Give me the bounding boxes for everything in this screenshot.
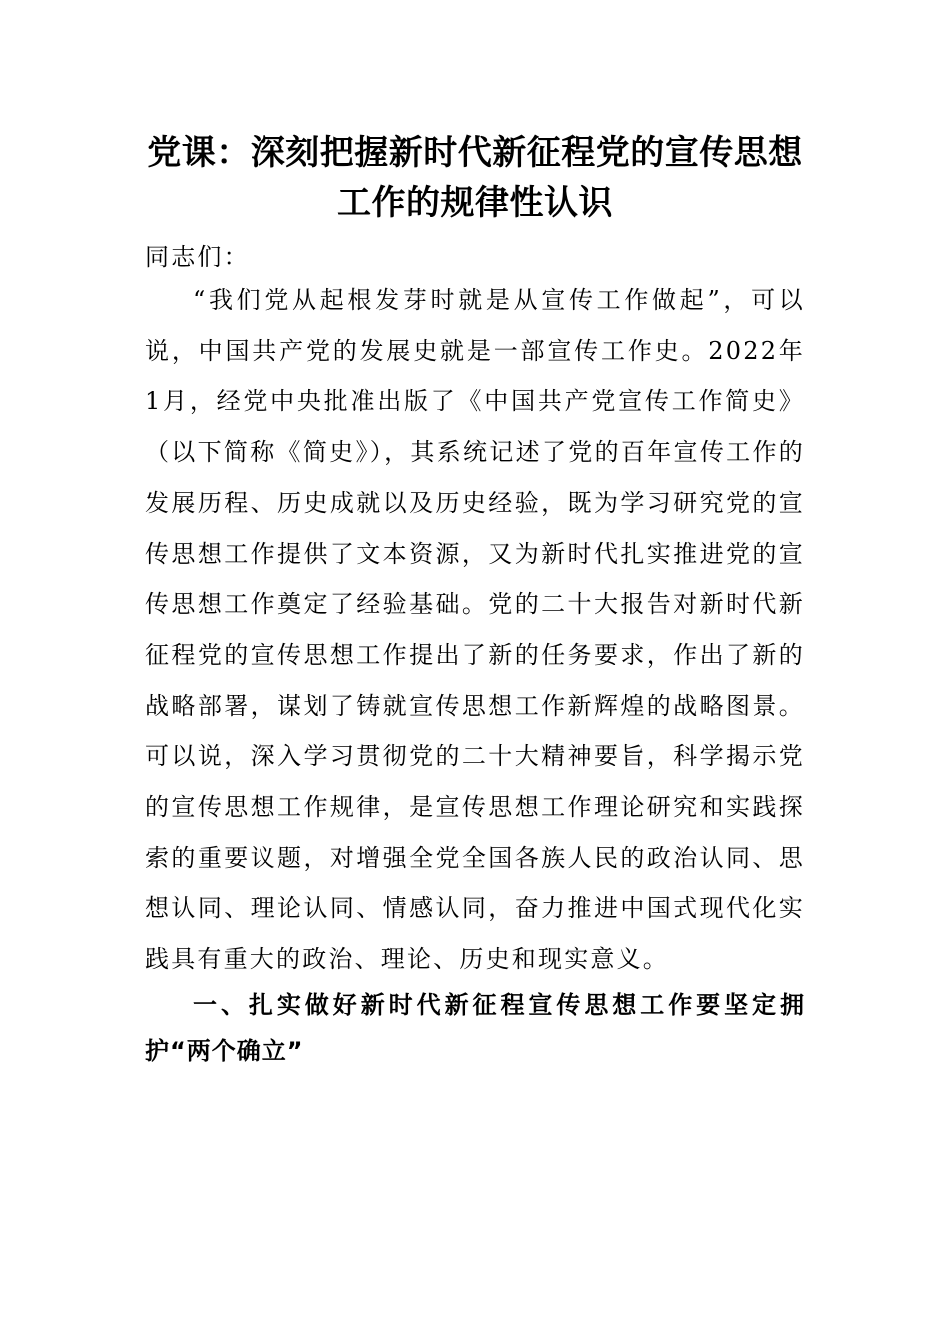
section-heading: 一、扎实做好新时代新征程宣传思想工作要坚定拥护“两个确立”: [145, 991, 805, 1065]
body-paragraph: “我们党从起根发芽时就是从宣传工作做起”，可以说，中国共产党的发展史就是一部宣传工作史。2022年1月，经党中央批准出版了《中国共产党宣传工作简史》（以下简称《简史》），其系统记述了党的百年宣传工作的发展历程、历史成就以及历史经验，既为学习研究党的宣传思想工作提供了文本资源，又为新时代扎实推进党的宣传思想工作奠定了经验基础。党的二十大报告对新时代新征程党的宣传思想工作提出了新的任务要求，作出了新的战略部署，谋划了铸就宣传思想工作新辉煌的战略图景。可以说，深入学习贯彻党的二十大精神要旨，科学揭示党的宣传思想工作规律，是宣传思想工作理论研究和实践探索的重要议题，对增强全党全国各族人民的政治认同、思想认同、理论认同、情感认同，奋力推进中国式现代化实践具有重大的政治、理论、历史和现实意义。: [145, 286, 805, 974]
salutation: 同志们：: [145, 243, 250, 271]
document-title: 党课：深刻把握新时代新征程党的宣传思想工作的规律性认识: [147, 133, 803, 223]
